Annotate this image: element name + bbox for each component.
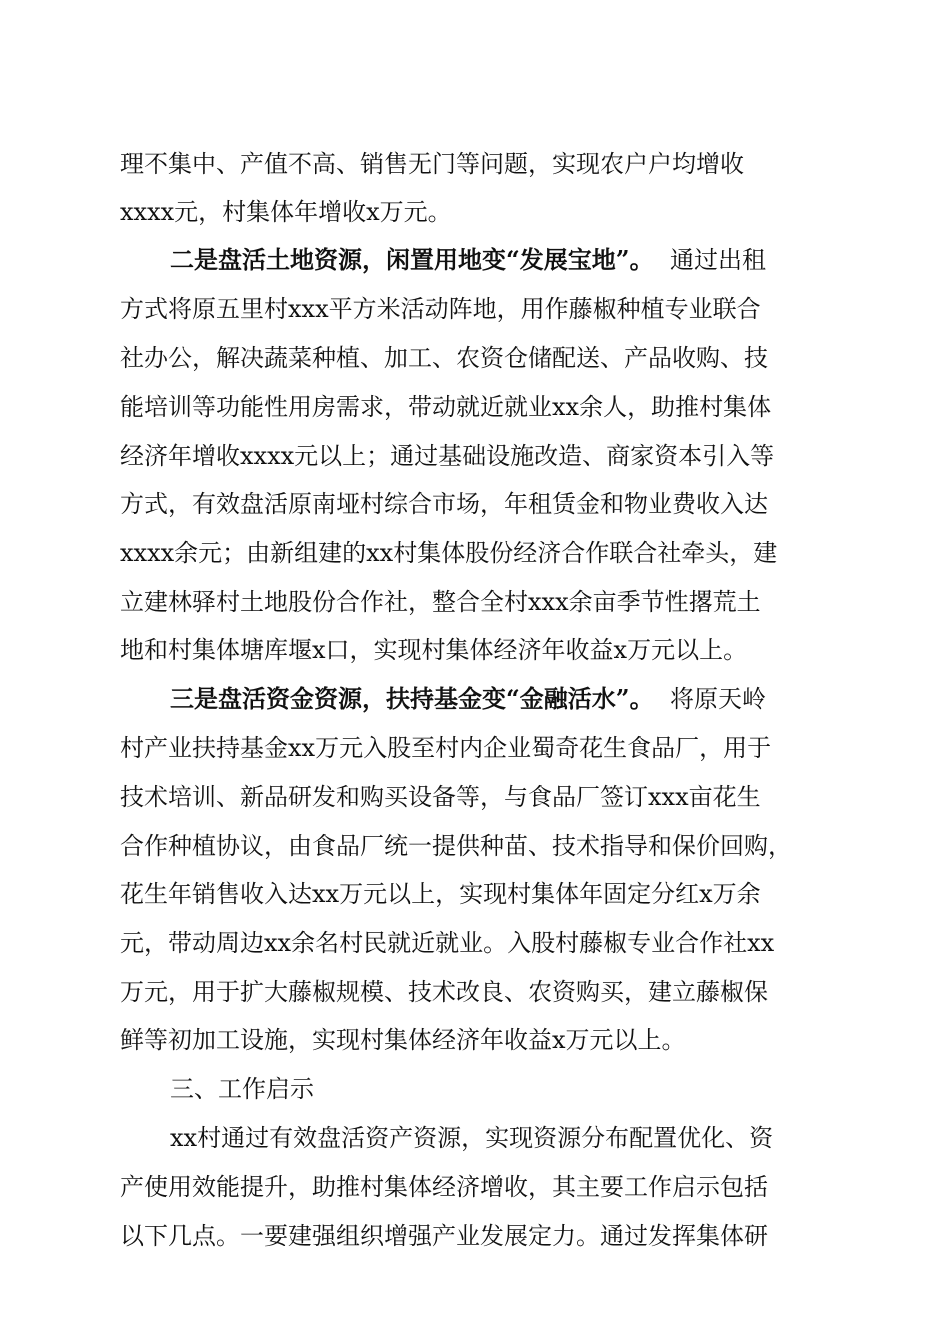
line-text: 方式将原五里村xxx平方米活动阵地，用作藤椒种植专业联合 [120, 295, 761, 323]
line-text: 经济年增收xxxx元以上；通过基础设施改造、商家资本引入等 [120, 442, 775, 470]
body-line-22 [0, 1159, 950, 1215]
subheading-land-resources: 二是盘活土地资源，闲置用地变“发展宝地”。 [170, 245, 654, 274]
body-line-17 [0, 915, 950, 971]
line-text: 元，带动周边xx余名村民就近就业。入股村藤椒专业合作社xx [120, 929, 775, 957]
subheading-line-land [0, 232, 950, 288]
line-text: 通过出租 [670, 246, 766, 274]
line-text: 地和村集体塘库堰x口，实现村集体经济年收益x万元以上。 [120, 636, 748, 664]
body-line-4 [0, 281, 950, 337]
line-text: 技术培训、新品研发和购买设备等，与食品厂签订xxx亩花生 [120, 783, 761, 811]
line-text: 合作种植协议，由食品厂统一提供种苗、技术指导和保价回购， [120, 832, 792, 860]
line-text: xx村通过有效盘活资产资源，实现资源分布配置优化、资 [170, 1124, 774, 1152]
body-line-8 [0, 476, 950, 532]
line-text: 村产业扶持基金xx万元入股至村内企业蜀奇花生食品厂，用于 [120, 734, 772, 762]
subheading-fund-resources: 三是盘活资金资源，扶持基金变“金融活水”。 [170, 684, 654, 713]
subheading-line-funds [0, 671, 950, 727]
body-line-13 [0, 720, 950, 776]
body-line-23 [0, 1208, 950, 1264]
line-text: xxxx余元；由新组建的xx村集体股份经济合作联合社牵头，建 [120, 539, 778, 567]
line-text: xxxx元，村集体年增收x万元。 [120, 198, 452, 226]
line-text: 产使用效能提升，助推村集体经济增收，其主要工作启示包括 [120, 1173, 768, 1201]
body-line-14 [0, 769, 950, 825]
body-line-21 [0, 1110, 950, 1166]
line-text: 社办公，解决蔬菜种植、加工、农资仓储配送、产品收购、技 [120, 344, 768, 372]
body-line-19 [0, 1012, 950, 1068]
line-text: 将原天岭 [670, 685, 766, 713]
body-line-16 [0, 866, 950, 922]
line-text: 方式，有效盘活原南垭村综合市场，年租赁金和物业费收入达 [120, 490, 768, 518]
body-line-11 [0, 622, 950, 678]
line-text: 理不集中、产值不高、销售无门等问题，实现农户户均增收 [120, 150, 744, 178]
line-text: 万元，用于扩大藤椒规模、技术改良、农资购买，建立藤椒保 [120, 978, 768, 1006]
line-text: 立建林驿村土地股份合作社，整合全村xxx余亩季节性撂荒土 [120, 588, 761, 616]
line-text: 能培训等功能性用房需求，带动就近就业xx余人，助推村集体 [120, 393, 772, 421]
section-heading-line [0, 1061, 950, 1117]
body-line-6 [0, 379, 950, 435]
line-text: 花生年销售收入达xx万元以上，实现村集体年固定分红x万余 [120, 880, 761, 908]
section-heading-work-insights: 三、工作启示 [170, 1075, 314, 1103]
line-text: 以下几点。一要建强组织增强产业发展定力。通过发挥集体研 [120, 1222, 768, 1250]
body-line-9 [0, 525, 950, 581]
line-text: 鲜等初加工设施，实现村集体经济年收益x万元以上。 [120, 1026, 686, 1054]
body-line-5 [0, 330, 950, 386]
